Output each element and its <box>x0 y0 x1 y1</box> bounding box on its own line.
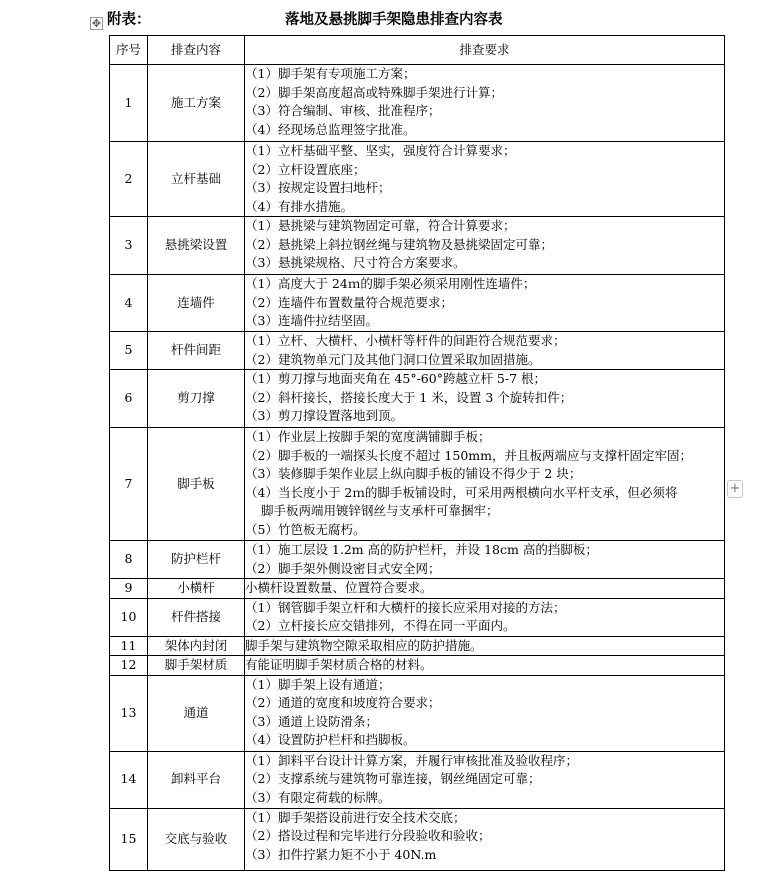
inspection-requirements <box>245 217 725 275</box>
inspection-requirements <box>245 598 725 636</box>
row-number: 14 <box>110 751 148 808</box>
requirement-line: （3）符合编制、审核、批准程序； <box>245 103 441 118</box>
row-number: 11 <box>110 636 148 656</box>
inspection-item: 通道 <box>148 675 245 751</box>
requirement-line: （2）建筑物单元门及其他门洞口位置采取加固措施。 <box>245 351 541 367</box>
table-row <box>110 579 725 599</box>
inspection-requirements <box>245 656 725 676</box>
row-number: 9 <box>110 579 148 599</box>
requirement-line: （1）悬挑梁与建筑物固定可靠，符合计算要求； <box>245 218 516 233</box>
requirement-line: （4）设置防护栏杆和挡脚板。 <box>245 732 416 747</box>
inspection-requirements <box>245 808 725 870</box>
table-row <box>110 275 725 332</box>
requirement-line: （1）钢管脚手架立杆和大横杆的接长应采用对接的方法； <box>245 599 566 615</box>
requirement-line: （2）通道的宽度和坡度符合要求； <box>245 695 441 710</box>
table-row <box>110 598 725 636</box>
inspection-item: 立杆基础 <box>148 142 245 217</box>
inspection-table <box>109 35 725 871</box>
row-number: 6 <box>110 370 148 428</box>
requirement-line: （2）斜杆接长，搭接长度大于 1 米，设置 3 个旋转扣件； <box>245 389 573 405</box>
requirement-line: （2）立杆接长应交错排列，不得在同一平面内。 <box>245 618 516 633</box>
requirement-line: （3）有限定荷载的标牌。 <box>245 789 391 805</box>
row-number: 8 <box>110 541 148 579</box>
requirement-line: （1）施工层设 1.2m 高的防护栏杆，并设 18cm 高的挡脚板； <box>245 542 598 557</box>
requirement-line: （1）脚手架有专项施工方案； <box>245 66 416 81</box>
requirement-line: 脚手板两端用镀锌钢丝与支承杆可靠捆牢； <box>261 503 499 518</box>
requirement-line: （2）连墙件布置数量符合规范要求； <box>245 294 453 310</box>
inspection-item: 脚手架材质 <box>148 656 245 676</box>
header-requirement: 排查要求 <box>245 36 725 65</box>
inspection-requirements <box>245 275 725 332</box>
inspection-item: 杆件搭接 <box>148 598 245 636</box>
inspection-requirements <box>245 636 725 656</box>
inspection-item: 脚手板 <box>148 428 245 541</box>
table-row <box>110 428 725 541</box>
requirement-line: （4）当长度小于 2ｍ的脚手板铺设时，可采用两根横向水平杆支承，但必须将 <box>245 484 678 500</box>
table-row <box>110 370 725 428</box>
requirement-line: （3）扣件拧紧力矩不小于 40N.m <box>245 846 437 862</box>
table-title: 落地及悬挑脚手架隐患排查内容表 <box>285 11 503 28</box>
row-number: 5 <box>110 332 148 370</box>
table-row <box>110 636 725 656</box>
inspection-requirements <box>245 751 725 808</box>
row-number: 13 <box>110 675 148 751</box>
requirement-line: （1）脚手架搭设前进行安全技术交底； <box>245 809 466 825</box>
inspection-item: 连墙件 <box>148 275 245 332</box>
table-row <box>110 656 725 676</box>
inspection-item: 架体内封闭 <box>148 636 245 656</box>
inspection-item: 卸料平台 <box>148 751 245 808</box>
row-number: 1 <box>110 65 148 142</box>
row-number: 12 <box>110 656 148 676</box>
table-row <box>110 541 725 579</box>
header-item: 排查内容 <box>148 36 245 65</box>
requirement-line: 有能证明脚手架材质合格的材料。 <box>245 657 433 672</box>
requirement-line: （4）有排水措施。 <box>245 198 353 214</box>
inspection-item: 剪刀撑 <box>148 370 245 428</box>
inspection-item: 悬挑梁设置 <box>148 217 245 275</box>
requirement-line: （4）经现场总监理签字批准。 <box>245 121 416 137</box>
inspection-item: 交底与验收 <box>148 808 245 870</box>
requirement-line: 脚手架与建筑物空隙采取相应的防护措施。 <box>245 637 483 653</box>
inspection-item: 施工方案 <box>148 65 245 142</box>
requirement-line: （1）脚手架上设有通道； <box>245 676 391 692</box>
requirement-line: （1）立杆、大横杆、小横杆等杆件的间距符合规范要求； <box>245 333 566 348</box>
add-row-icon[interactable]: + <box>727 480 743 498</box>
inspection-requirements <box>245 142 725 217</box>
requirement-line: （3）装修脚手架作业层上纵向脚手板的铺设不得少于 2 块； <box>245 466 582 481</box>
requirement-line: 小横杆设置数量、位置符合要求。 <box>245 580 433 595</box>
appendix-label: 附表： <box>107 11 151 28</box>
requirement-line: （3）剪刀撑设置落地到顶。 <box>245 408 403 423</box>
inspection-item: 小横杆 <box>148 579 245 599</box>
row-number: 10 <box>110 598 148 636</box>
requirement-line: （2）立杆设置底座； <box>245 161 366 177</box>
requirement-line: （5）竹笆板无腐朽。 <box>245 521 366 537</box>
requirement-line: （1）立杆基础平整、坚实，强度符合计算要求； <box>245 143 516 158</box>
inspection-requirements <box>245 428 725 541</box>
inspection-requirements <box>245 541 725 579</box>
requirement-line: （1）高度大于 24ｍ的脚手架必须采用刚性连墙件； <box>245 276 536 291</box>
table-row <box>110 751 725 808</box>
requirement-line: （2）脚手板的一端探头长度不超过 150mm，并且板两端应与支撑杆固定牢固； <box>245 447 692 463</box>
row-number: 15 <box>110 808 148 870</box>
requirement-line: （2）脚手架高度超高或特殊脚手架进行计算； <box>245 84 503 100</box>
inspection-requirements <box>245 65 725 142</box>
inspection-requirements <box>245 579 725 599</box>
header-no: 序号 <box>110 36 148 65</box>
table-header-row <box>110 36 725 65</box>
inspection-requirements <box>245 675 725 751</box>
requirement-line: （2）脚手架外侧设密目式安全网； <box>245 560 441 576</box>
inspection-item: 杆件间距 <box>148 332 245 370</box>
inspection-requirements <box>245 332 725 370</box>
requirement-line: （3）连墙件拉结坚固。 <box>245 313 378 328</box>
requirement-line: （1）作业层上按脚手架的宽度满铺脚手板； <box>245 429 491 444</box>
table-row <box>110 332 725 370</box>
inspection-item: 防护栏杆 <box>148 541 245 579</box>
requirement-line: （3）按规定设置扫地杆； <box>245 180 391 195</box>
requirement-line: （3）悬挑梁规格、尺寸符合方案要求。 <box>245 255 466 270</box>
requirement-line: （3）通道上设防滑条； <box>245 713 378 729</box>
row-number: 3 <box>110 217 148 275</box>
table-move-icon[interactable]: ✥ <box>91 17 102 30</box>
row-number: 7 <box>110 428 148 541</box>
table-row <box>110 675 725 751</box>
requirement-line: （2）悬挑梁上斜拉钢丝绳与建筑物及悬挑梁固定可靠； <box>245 236 553 252</box>
row-number: 4 <box>110 275 148 332</box>
table-row <box>110 65 725 142</box>
row-number: 2 <box>110 142 148 217</box>
requirement-line: （1）剪刀撑与地面夹角在 45°-60°跨越立杆 5-7 根； <box>245 371 547 386</box>
requirement-line: （2）搭设过程和完毕进行分段验收和验收； <box>245 828 491 843</box>
table-row <box>110 142 725 217</box>
table-row <box>110 217 725 275</box>
requirement-line: （1）卸料平台设计计算方案，并履行审核批准及验收程序； <box>245 752 578 768</box>
inspection-requirements <box>245 370 725 428</box>
requirement-line: （2）支撑系统与建筑物可靠连接，钢丝绳固定可靠； <box>245 771 541 786</box>
table-row <box>110 808 725 870</box>
